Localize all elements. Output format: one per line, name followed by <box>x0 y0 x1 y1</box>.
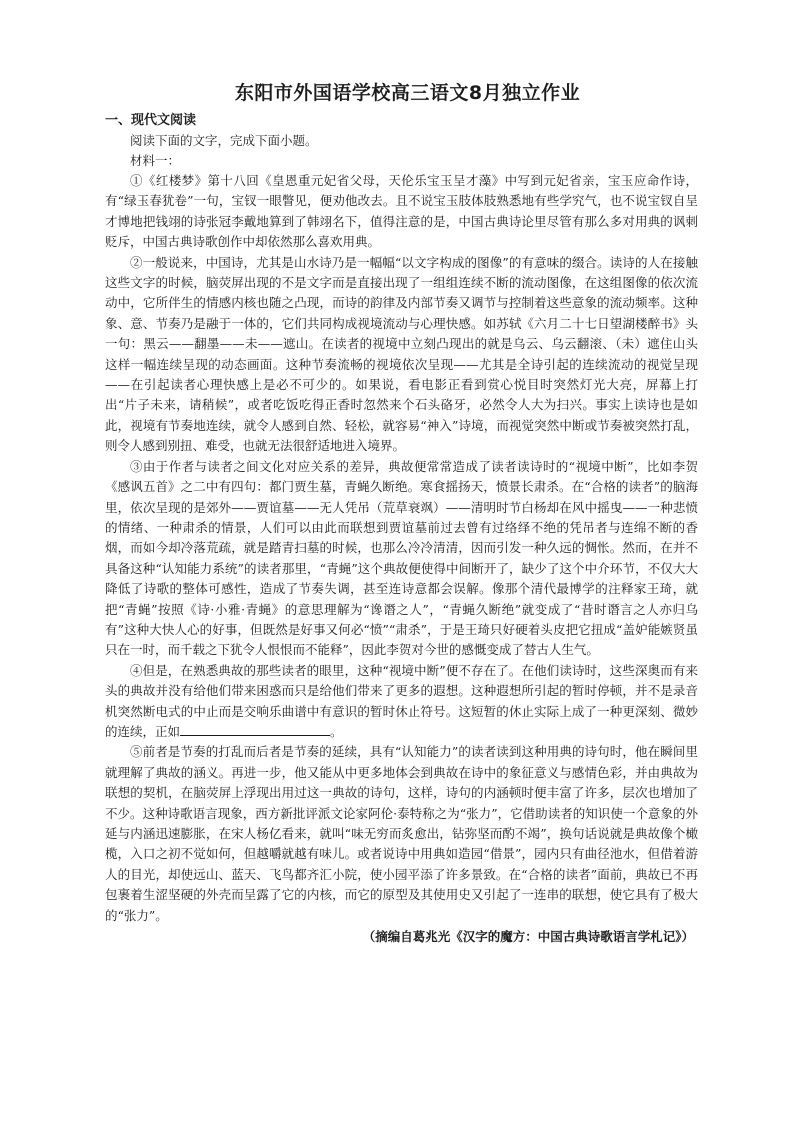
reading-instruction: 阅读下面的文字，完成下面小题。 <box>130 133 318 148</box>
paragraph-4 <box>105 661 698 743</box>
paragraph-4-text: ④但是，在熟悉典故的那些读者的眼里，这种“视境中断”便不存在了。在他们读诗时，这些深奥而有来头的典故并没有给他们带来困惑而只是给他们带来了更多的遐想。这种遐想所引起的暂时停顿，并不是录音机突然断电式的中止而是交响乐曲谱中有意识的暂时休止符号。这短暂的休止实际上成了一种更深刻、微妙的连续，正如 <box>105 662 698 739</box>
paragraph-1: ①《红楼梦》第十八回《皇恩重元妃省父母，天伦乐宝玉呈才藻》中写到元妃省亲，宝玉应命作诗，有“绿玉春犹卷”一句，宝钗一眼瞥见，便劝他改去。且不说宝玉肢体肢熟悉地有些学究气，也不说宝钗自呈才博地把钱翊的诗张冠李戴地算到了韩翊名下，值得注意的是，中国古典诗论里尽管有那么多对用典的讽刺贬斥，中国古典诗歌创作中却依然那么喜欢用典。 <box>105 173 698 250</box>
paragraph-3: ③由于作者与读者之间文化对应关系的差异，典故便常常造成了读者读诗时的“视境中断”，比如李贺《感讽五首》之二中有四句：都门贾生墓，青蝇久断绝。寒食摇扬天，愤景长肃杀。在“合格的读者”的脑海里，依次呈现的是郊外——贾谊墓——无人凭吊（荒草衰飒）——清明时节白杨却在风中摇曳——一种悲愤的情绪、一种肃杀的情景，人们可以由此而联想到贾谊墓前过去曾有过络绎不绝的凭吊者与连绵不断的香烟，而如今却冷落荒疏，就是踏青扫墓的时候，也那么冷冷清清，因而引发一种久远的惆怅。然而，在并不具备这种“认知能力系统”的读者那里，“青蝇”这个典故便使得中间断开了，缺少了这个中介环节，不仅大大降低了诗歌的整体可感性，造成了节奏失调，甚至连诗意都会误解。像那个清代最博学的注释家王琦，就把“青蝇”按照《诗·小雅·青蝇》的意思理解为“谗谮之人”，“青蝇久断绝”就变成了“昔时谮言之人亦归乌有”这种大快人心的好事，但既然是好事又何必“愤”“肃杀”，于是王琦只好硬着头皮把它扭成“盖妒能嫉贤虽只在一时，而千载之下犹令人恨恨而不能释”，因此李贺对今世的感慨变成了替古人生气。 <box>105 458 698 658</box>
paragraph-4-end: 。 <box>330 723 343 739</box>
source-citation: （摘编自葛兆光《汉字的魔方：中国古典诗歌语言学札记》） <box>362 929 694 945</box>
fill-in-blank[interactable] <box>180 722 330 736</box>
material-label: 材料一： <box>130 153 181 168</box>
page-title: 东阳市外国语学校高三语文8月独立作业 <box>234 82 581 104</box>
paragraph-5: ⑤前者是节奏的打乱而后者是节奏的延续，具有“认知能力”的读者读到这种用典的诗句时，他在瞬间里就理解了典故的涵义。再进一步，他又能从中更多地体会到典故在诗中的象征意义与感情色彩，并由典故为联想的契机，在脑荧屏上浮现出用过这一典故的诗句，这样，诗句的内涵顿时便丰富了许多，层次也增加了不少。这种诗歌语言现象，西方新批评派文论家阿伦·泰特称之为“张力”，它借助读者的知识使一个意象的外延与内涵迅速膨胀，在宋人杨亿看来，就叫“味无穷而炙愈出，钻弥坚而酌不竭”，换句话说就是典故像个橄榄，入口之初不觉如何，但越嚼就越有味儿。或者说诗中用典如造园“借景”，园内只有曲径池水，但借着游人的目光，却使远山、蓝天、飞鸟都齐汇小院，使小园平添了许多景致。在“合格的读者”面前，典故已不再包裹着生涩坚硬的外壳而呈露了它的内核，而它的原型及其使用史又引起了一连串的联想，使它具有了极大的“张力”。 <box>105 744 698 923</box>
paragraph-2: ②一般说来，中国诗，尤其是山水诗乃是一幅幅“以文字构成的图像”的有意味的缀合。读诗的人在接触这些文字的时候，脑荧屏出现的不是文字而是直接出现了一组组连续不断的流动图像，在这组图像的依次流动中，它所伴生的情感内核也随之凸现，而诗的韵律及内部节奏又调节与控制着这些意象的流动频率。这种象、意、节奏乃是融于一体的，它们共同构成视境流动与心理快感。如苏轼《六月二十七日望湖楼醉书》头一句：黑云——翻墨——未——遮山。在读者的视境中立刻凸现出的就是乌云、乌云翻滚、（未）遮住山头这样一幅连续呈现的动态画面。这种节奏流畅的视境依次呈现——尤其是全诗引起的连续流动的视觉呈现——在引起读者心理快感上是必不可少的。如果说，看电影正看到赏心悦目时突然灯光大亮，屏幕上打出“片子未来，请稍候”，或者吃饭吃得正香时忽然来个石头硌牙，必然令人大为扫兴。事实上读诗也是如此，视境有节奏地连续，就令人感到自然、轻松，就容易“神入”诗境，而视觉突然中断或节奏被突然打乱，则令人感到别扭、难受，也就无法很舒适地进入境界。 <box>105 254 698 454</box>
section-heading: 一、现代文阅读 <box>105 113 197 128</box>
